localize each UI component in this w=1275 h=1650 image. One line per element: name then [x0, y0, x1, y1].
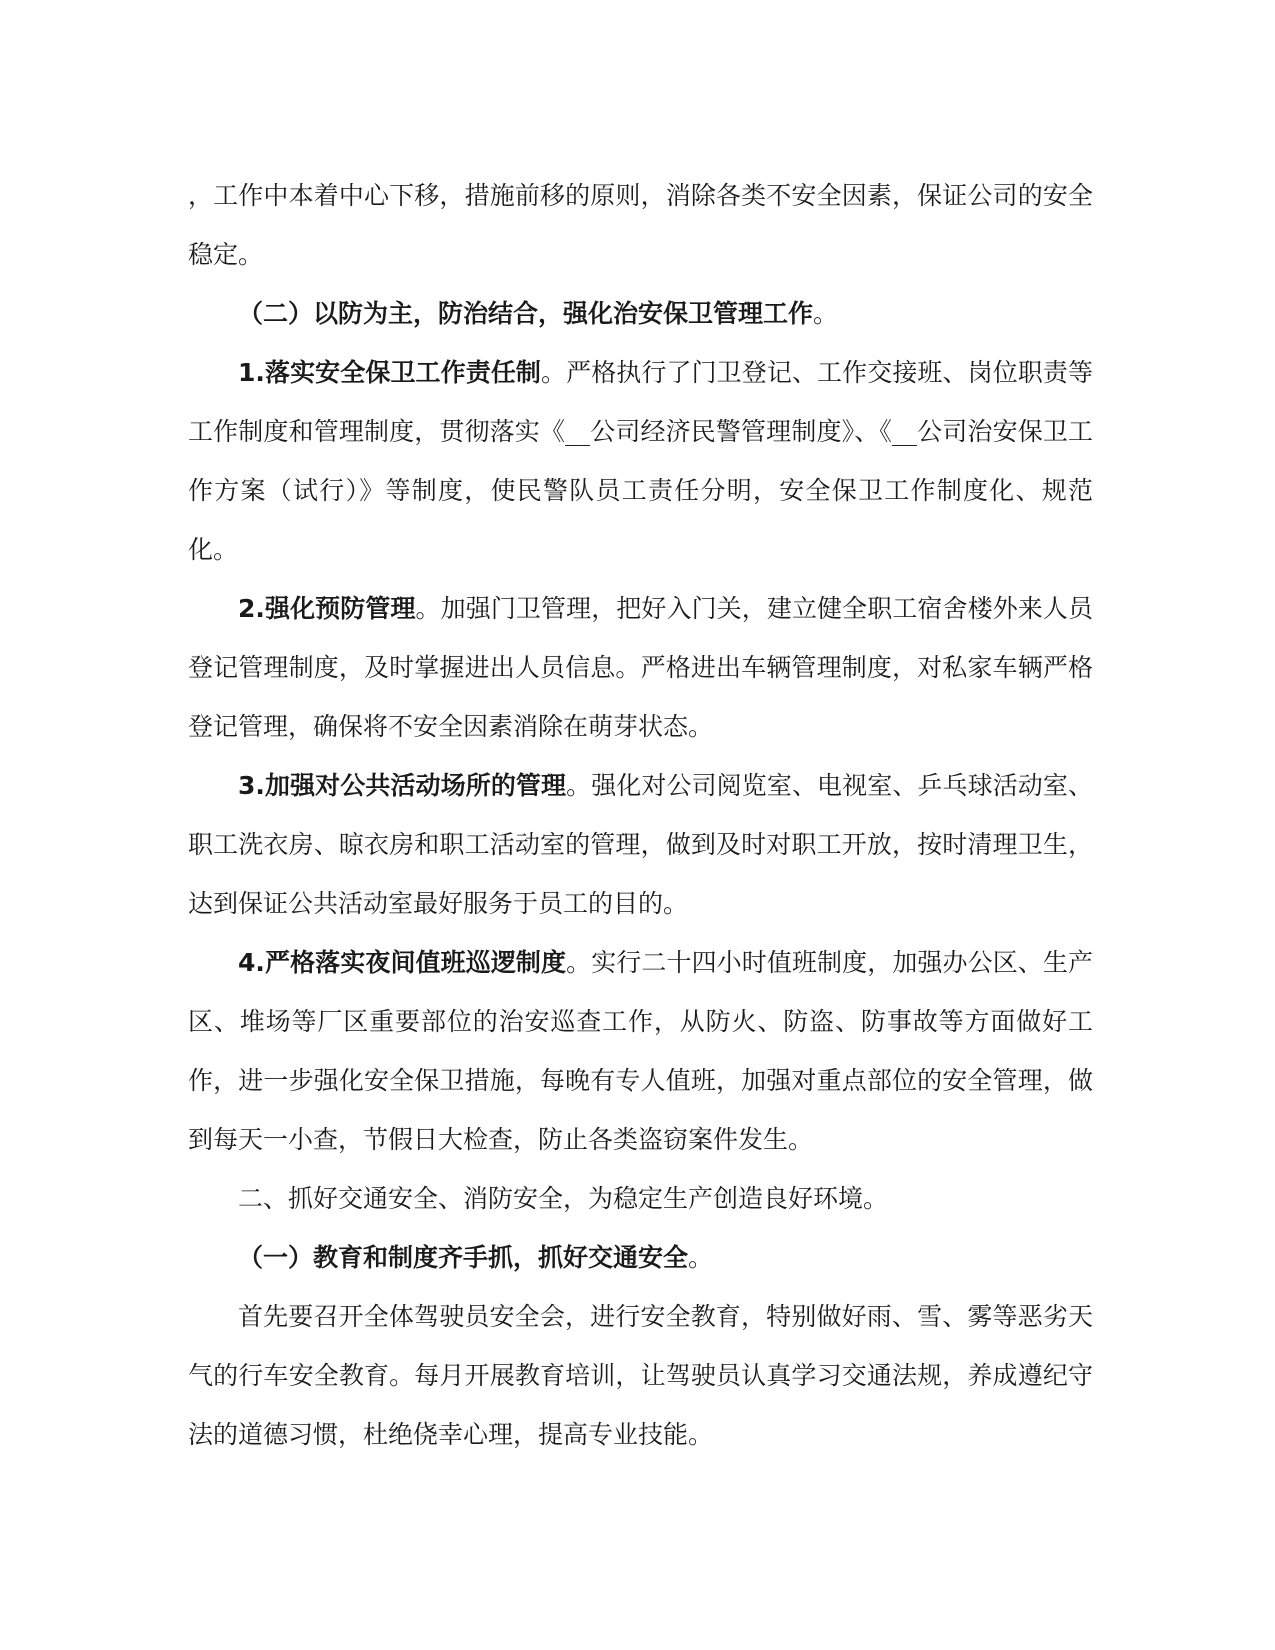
document-body [188, 166, 1093, 1464]
paragraph-2 [188, 284, 1093, 343]
paragraph-7-text: 二、抓好交通安全、消防安全，为稳定生产创造良好环境。 [238, 1184, 889, 1213]
paragraph-5-lead: 3.加强对公共活动场所的管理 [238, 771, 567, 800]
paragraph-2-lead: （二）以防为主，防治结合，强化治安保卫管理工作 [238, 299, 814, 328]
paragraph-6-text: 。实行二十四小时值班制度，加强办公区、生产区、堆场等厂区重要部位的治安巡查工作，从防火、防盗、防事故等方面做好工作，进一步强化安全保卫措施，每晚有专人值班，加强对重点部位的安全管理，做到每天一小查，节假日大检查，防止各类盗窃案件发生。 [188, 948, 1093, 1154]
paragraph-2-text: 。 [813, 299, 839, 328]
paragraph-7 [188, 1169, 1093, 1228]
paragraph-5 [188, 756, 1093, 933]
paragraph-6-lead: 4.严格落实夜间值班巡逻制度 [238, 948, 567, 977]
paragraph-4-text: 。加强门卫管理，把好入门关，建立健全职工宿舍楼外来人员登记管理制度，及时掌握进出人员信息。严格进出车辆管理制度，对私家车辆严格登记管理，确保将不安全因素消除在萌芽状态。 [188, 594, 1093, 741]
paragraph-8-text: 。 [688, 1243, 714, 1272]
paragraph-1-text: ，工作中本着中心下移，措施前移的原则，消除各类不安全因素，保证公司的安全稳定。 [188, 181, 1093, 269]
paragraph-3-lead: 1.落实安全保卫工作责任制 [238, 358, 542, 387]
paragraph-5-text: 。强化对公司阅览室、电视室、乒乓球活动室、职工洗衣房、晾衣房和职工活动室的管理，做到及时对职工开放，按时清理卫生，达到保证公共活动室最好服务于员工的目的。 [188, 771, 1093, 918]
paragraph-9 [188, 1287, 1093, 1464]
paragraph-3-text: 。严格执行了门卫登记、工作交接班、岗位职责等工作制度和管理制度，贯彻落实《__公司经济民警管理制度》、《__公司治安保卫工作方案（试行）》等制度，使民警队员工责任分明，安全保卫工作制度化、规范化。 [188, 358, 1093, 564]
paragraph-1 [188, 166, 1093, 284]
paragraph-6 [188, 933, 1093, 1169]
paragraph-8-lead: （一）教育和制度齐手抓，抓好交通安全 [238, 1243, 689, 1272]
paragraph-3 [188, 343, 1093, 579]
paragraph-4-lead: 2.强化预防管理 [238, 594, 416, 623]
paragraph-9-text: 首先要召开全体驾驶员安全会，进行安全教育，特别做好雨、雪、雾等恶劣天气的行车安全教育。每月开展教育培训，让驾驶员认真学习交通法规，养成遵纪守法的道德习惯，杜绝侥幸心理，提高专业技能。 [188, 1302, 1093, 1449]
paragraph-8 [188, 1228, 1093, 1287]
paragraph-4 [188, 579, 1093, 756]
